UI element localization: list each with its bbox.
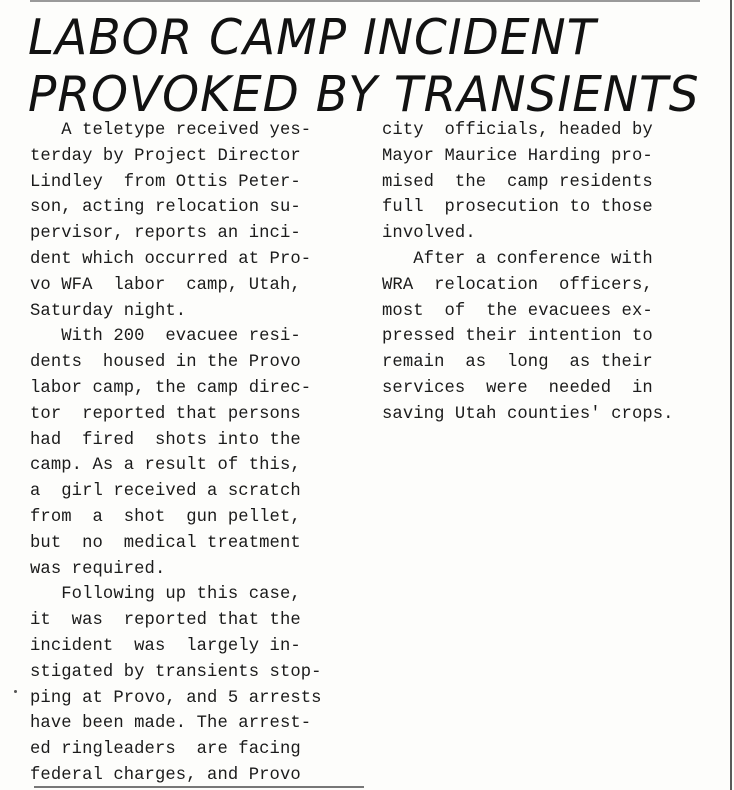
article-text-line: was required. — [30, 559, 166, 579]
article-text-line: camp. As a result of this, — [30, 456, 301, 476]
top-rule — [30, 0, 700, 2]
article-text-line: saving Utah counties' crops. — [382, 404, 674, 424]
article-text-line: had fired shots into the — [30, 430, 301, 450]
article-text-line: have been made. The arrest- — [30, 714, 312, 734]
article-text-line: it was reported that the — [30, 611, 301, 631]
article-text-line: With 200 evacuee resi- — [30, 327, 301, 347]
article-text-line: pressed their intention to — [382, 327, 653, 347]
article-text-line: services were needed in — [382, 378, 653, 398]
article-text-line: Saturday night. — [30, 301, 187, 321]
article-text-line: mised the camp residents — [382, 172, 653, 192]
article-text-line: ed ringleaders are facing — [30, 740, 301, 760]
headline-line-1: LABOR CAMP INCIDENT — [28, 8, 597, 67]
article-text-line: dent which occurred at Pro- — [30, 249, 312, 269]
article-text-line: vo WFA labor camp, Utah, — [30, 275, 301, 295]
bottom-rule — [34, 786, 364, 788]
article-text-line: terday by Project Director — [30, 146, 301, 166]
article-text-line: most of the evacuees ex- — [382, 301, 653, 321]
article-text-line: involved. — [382, 224, 476, 244]
right-border — [730, 0, 732, 790]
article-text-line: Following up this case, — [30, 585, 301, 605]
article-text-line: pervisor, reports an inci- — [30, 224, 301, 244]
article-text-line: labor camp, the camp direc- — [30, 378, 312, 398]
article-text-line: remain as long as their — [382, 353, 653, 373]
article-text-line: but no medical treatment — [30, 533, 301, 553]
article-text-line: ping at Provo, and 5 arrests — [30, 688, 322, 708]
article-text-line: federal charges, and Provo — [30, 765, 301, 785]
article-text-line: full prosecution to those — [382, 198, 653, 218]
article-text-line: After a conference with — [382, 249, 653, 269]
article-text-line: incident was largely in- — [30, 636, 301, 656]
print-speck — [14, 690, 17, 693]
headline-line-2: PROVOKED BY TRANSIENTS — [28, 65, 700, 124]
article-text-line: tor reported that persons — [30, 404, 301, 424]
article-text-line: a girl received a scratch — [30, 482, 301, 502]
article-text-line: from a shot gun pellet, — [30, 507, 301, 527]
article-text-line: stigated by transients stop- — [30, 662, 322, 682]
article-text-line: WRA relocation officers, — [382, 275, 653, 295]
left-column — [30, 118, 370, 789]
right-column — [382, 118, 722, 428]
headline — [28, 10, 718, 123]
article-text-line: A teletype received yes- — [30, 121, 312, 140]
article-text-line: Mayor Maurice Harding pro- — [382, 146, 653, 166]
article-text-line: city officials, headed by — [382, 121, 653, 140]
article-text-line: dents housed in the Provo — [30, 353, 301, 373]
article-text-line: Lindley from Ottis Peter- — [30, 172, 301, 192]
article-text-line: son, acting relocation su- — [30, 198, 301, 218]
